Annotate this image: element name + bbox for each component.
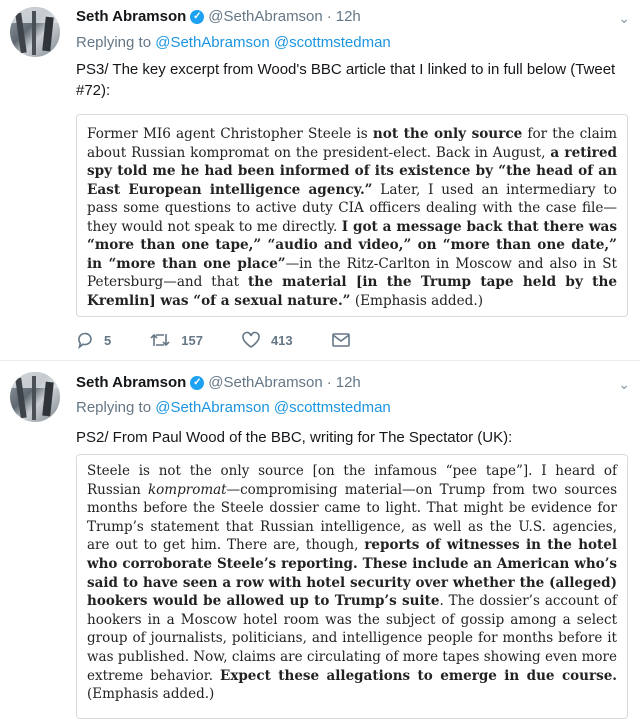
retweet-count: 157 xyxy=(181,332,203,348)
replying-to xyxy=(76,399,391,416)
verified-icon: ✓ xyxy=(190,376,204,390)
quote-text: —compromising material—on Trump from two sources months before the Steele dossier came to light. That might be evidence for Trump’s statement that Russian intelligence, as well as the U.S. agencies, are out to get him. There are, though, xyxy=(87,481,617,554)
quote-emphasis: the material [in the Trump tape held by the Kremlin] was “of a sexual nature.” xyxy=(87,274,617,309)
heart-icon xyxy=(241,331,261,349)
avatar[interactable] xyxy=(10,7,60,57)
reply-mention-2[interactable]: @scottmstedman xyxy=(273,34,391,51)
tweet-header xyxy=(76,374,361,391)
quoted-excerpt-image[interactable] xyxy=(76,454,628,719)
quote-text: —in the Ritz-Carlton in Moscow and also in St Petersburg—and that xyxy=(87,255,618,290)
reply-button[interactable] xyxy=(76,331,111,349)
timestamp[interactable]: 12h xyxy=(335,8,361,25)
quote-text: Former MI6 agent Christopher Steele is xyxy=(87,126,373,142)
tweet-text: PS3/ The key excerpt from Wood's BBC article that I linked to in full below (Tweet #72): xyxy=(76,61,616,99)
reply-icon xyxy=(76,331,94,349)
quote-emphasis: I got a message back that there was “more than one tape,” “audio and video,” on “more than one date,” in “more than one place” xyxy=(87,218,617,272)
author-handle[interactable]: @SethAbramson xyxy=(208,374,323,391)
replying-prefix: Replying to xyxy=(76,34,152,51)
envelope-icon xyxy=(331,332,351,348)
timestamp[interactable]: 12h xyxy=(335,374,361,391)
quote-emphasis: reports of witnesses in the hotel who corroborate Steele’s reporting. These include an American who’s said to have seen a row with hotel security over whether the (alleged) hookers would be allowed up to Trump’s suite xyxy=(87,537,618,610)
verified-icon: ✓ xyxy=(190,10,204,24)
quote-emphasis: a retired spy told me he had been informed of its existence by “the head of an East European intelligence agency.” xyxy=(87,144,617,198)
retweet-icon xyxy=(149,331,171,349)
replying-to xyxy=(76,34,391,51)
quote-emphasis: not the only source xyxy=(372,126,523,142)
author-handle[interactable]: @SethAbramson xyxy=(208,8,323,25)
quote-text: Steele is not the only source [on the infamous “pee tape”]. I heard of Russian xyxy=(87,463,617,498)
reply-mention-1[interactable]: @SethAbramson xyxy=(155,34,270,51)
chevron-down-icon[interactable]: ⌄ xyxy=(618,10,630,26)
separator-dot: · xyxy=(326,374,332,391)
reply-count: 5 xyxy=(104,332,112,348)
separator-dot: · xyxy=(326,8,332,25)
tweet-actions xyxy=(76,328,399,352)
retweet-button[interactable] xyxy=(149,331,203,349)
direct-message-button[interactable] xyxy=(331,332,361,348)
chevron-down-icon[interactable]: ⌄ xyxy=(618,376,630,392)
tweet[interactable] xyxy=(0,361,640,723)
reply-mention-1[interactable]: @SethAbramson xyxy=(155,399,270,416)
avatar[interactable] xyxy=(10,372,60,422)
tweet-text: PS2/ From Paul Wood of the BBC, writing for The Spectator (UK): xyxy=(76,429,513,446)
author-name[interactable]: Seth Abramson xyxy=(76,374,187,391)
quote-text: for the claim about Russian kompromat on the president-elect. Back in August, xyxy=(87,126,617,161)
quote-text: Later, I used an intermediary to pass some questions to active duty CIA officers dealing with the case file—they would not speak to me directly. xyxy=(87,181,617,235)
quote-text: kompromat xyxy=(147,481,227,498)
like-count: 413 xyxy=(270,332,293,348)
quote-emphasis: Expect these allegations to emerge in due course. xyxy=(220,667,617,684)
replying-prefix: Replying to xyxy=(76,399,152,416)
quote-text: . The dossier’s account of hookers in a Moscow hotel room was the subject of gossip among a select group of journalists, politicians, and intelligence people for months before it was published. Now, claims are circulating of more tapes showing even more extreme behavior. xyxy=(87,593,617,684)
quote-text: (Emphasis added.) xyxy=(350,292,483,309)
like-button[interactable] xyxy=(241,331,293,349)
quote-text: (Emphasis added.) xyxy=(87,686,215,703)
reply-mention-2[interactable]: @scottmstedman xyxy=(273,399,391,416)
quoted-excerpt-image[interactable] xyxy=(76,114,628,317)
tweet-header xyxy=(76,8,361,25)
tweet[interactable] xyxy=(0,0,640,361)
author-name[interactable]: Seth Abramson xyxy=(76,8,187,25)
